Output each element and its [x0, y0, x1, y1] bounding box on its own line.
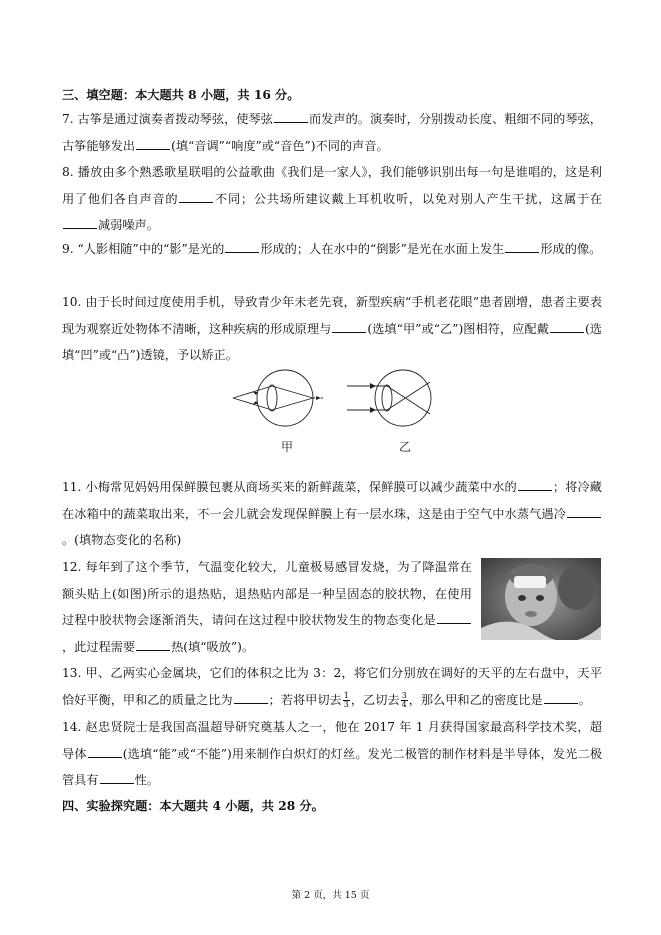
- q14-blank-2[interactable]: [100, 771, 134, 784]
- question-7: [62, 106, 602, 159]
- fig-label-b: 乙: [399, 440, 412, 454]
- q13-text-2: ；若将甲切去: [268, 692, 342, 707]
- section-4-title: 四、实验探究题：本大题共 4 小题，共 28 分。: [62, 799, 324, 813]
- question-8: [62, 159, 602, 239]
- page-footer: 第 2 页，共 15 页: [291, 890, 370, 901]
- q13-blank-2[interactable]: [544, 691, 578, 704]
- question-14: [62, 714, 602, 794]
- section-3-title: 三、填空题：本大题共 8 小题，共 16 分。: [62, 88, 300, 102]
- q14-blank-1[interactable]: [88, 745, 122, 758]
- q7-text-3: (填“音调”“响度”或“音色”)不同的声音。: [171, 138, 389, 153]
- q12-blank-2[interactable]: [136, 638, 170, 651]
- q12-blank-1[interactable]: [437, 611, 471, 624]
- q12-text-3: 热(填“吸放”)。: [171, 639, 255, 654]
- q8-blank-2[interactable]: [63, 216, 97, 229]
- q9-blank-1[interactable]: [225, 240, 259, 253]
- q10-blank-2[interactable]: [550, 320, 584, 333]
- q9-text-1: 9. “人影相随”中的“影”是光的: [62, 242, 225, 256]
- q14-text-2: (选填“能”或“不能”)用来制作白炽灯的灯丝。发光二极管的制作材料是半导体，发光二极管具有: [62, 746, 602, 787]
- eye-diagram-b: [347, 370, 431, 426]
- baby-photo: [481, 558, 601, 640]
- q9-text-3: 形成的像。: [540, 242, 602, 256]
- q13-text-5: 。: [578, 692, 591, 707]
- q7-blank-1[interactable]: [274, 110, 308, 123]
- question-13: [62, 660, 602, 713]
- q11-text-2: ；将冷藏在冰箱中的蔬菜取出来，不一会儿就会发现保鲜膜上有一层水珠，这是由于空气中水蒸气遇冷: [62, 480, 602, 521]
- eye-diagram: [225, 356, 435, 456]
- q13-blank-1[interactable]: [234, 691, 268, 704]
- q14-text-1: 14. 赵忠贤院士是我国高温超导研究奠基人之一，他在 2017 年 1 月获得国家最高科学技术奖，超导体: [62, 720, 602, 761]
- eye-diagram-a: [233, 370, 323, 426]
- q12-text-2: ，此过程需要: [62, 639, 136, 654]
- q11-blank-1[interactable]: [518, 478, 552, 491]
- q9-blank-2[interactable]: [505, 240, 539, 253]
- q12-text-1: 12. 每年到了这个季节，气温变化较大，儿童极易感冒发烧，为了降温常在额头贴上(如图)所示的退热贴，退热贴内部是一种呈固态的胶状物，在使用过程中胶状物会逐渐消失，请问在这过程中胶状物发生的物态变化是: [62, 560, 472, 627]
- q11-text-3: 。(填物态变化的名称): [62, 533, 182, 547]
- q8-text-2: 不同；公共场所建议戴上耳机收听，以免对别人产生干扰，这属于在: [214, 191, 603, 206]
- q10-text-1: 10. 由于长时间过度使用手机，导致青少年未老先衰，新型疾病“手机老花眼”患者剧增，患者主要表现为观察近处物体不清晰，这种疾病的形成原理与: [62, 295, 602, 336]
- q11-blank-2[interactable]: [567, 505, 601, 518]
- q10-blank-1[interactable]: [332, 320, 366, 333]
- q7-blank-2[interactable]: [136, 137, 170, 150]
- q13-text-4: ，那么甲和乙的密度比是: [408, 692, 543, 707]
- q13-text-1: 13. 甲、乙两实心金属块，它们的体积之比为 3：2，将它们分别放在调好的天平的左右盘中，天平恰好平衡，甲和乙的质量之比为: [62, 666, 602, 707]
- q13-fraction-1: $\frac{1}{3}$: [343, 690, 349, 709]
- fig-label-a: 甲: [281, 440, 294, 454]
- question-11: [62, 474, 602, 554]
- q7-text-1: 7. 古筝是通过演奏者拨动琴弦，使琴弦: [62, 112, 273, 126]
- q14-text-3: 性。: [134, 773, 159, 787]
- q8-text-3: 减弱噪声。: [98, 218, 159, 232]
- q9-text-2: 形成的；人在水中的“倒影”是光在水面上发生: [260, 242, 505, 256]
- q13-text-3: ，乙切去: [350, 692, 400, 707]
- question-12: [62, 554, 472, 660]
- q10-text-3: (选填“凹”或“凸”)透镜，予以矫正。: [62, 321, 602, 362]
- q7-text-2: 而发声的。演奏时，分别拨动长度、粗细不同的琴弦，古筝能够发出: [62, 112, 602, 153]
- q8-text-1: 8. 播放由多个熟悉歌星联唱的公益歌曲《我们是一家人》，我们能够识别出每一句是谁唱的，这是利用了他们各自声音的: [62, 165, 602, 206]
- q10-text-2: (选填“甲”或“乙”)图相符，应配戴: [367, 321, 549, 336]
- question-9: [62, 236, 602, 263]
- q8-blank-1[interactable]: [179, 190, 213, 203]
- q11-text-1: 11. 小梅常见妈妈用保鲜膜包裹从商场买来的新鲜蔬菜，保鲜膜可以减少蔬菜中水的: [62, 480, 517, 494]
- q13-fraction-2: $\frac{3}{4}$: [401, 690, 407, 709]
